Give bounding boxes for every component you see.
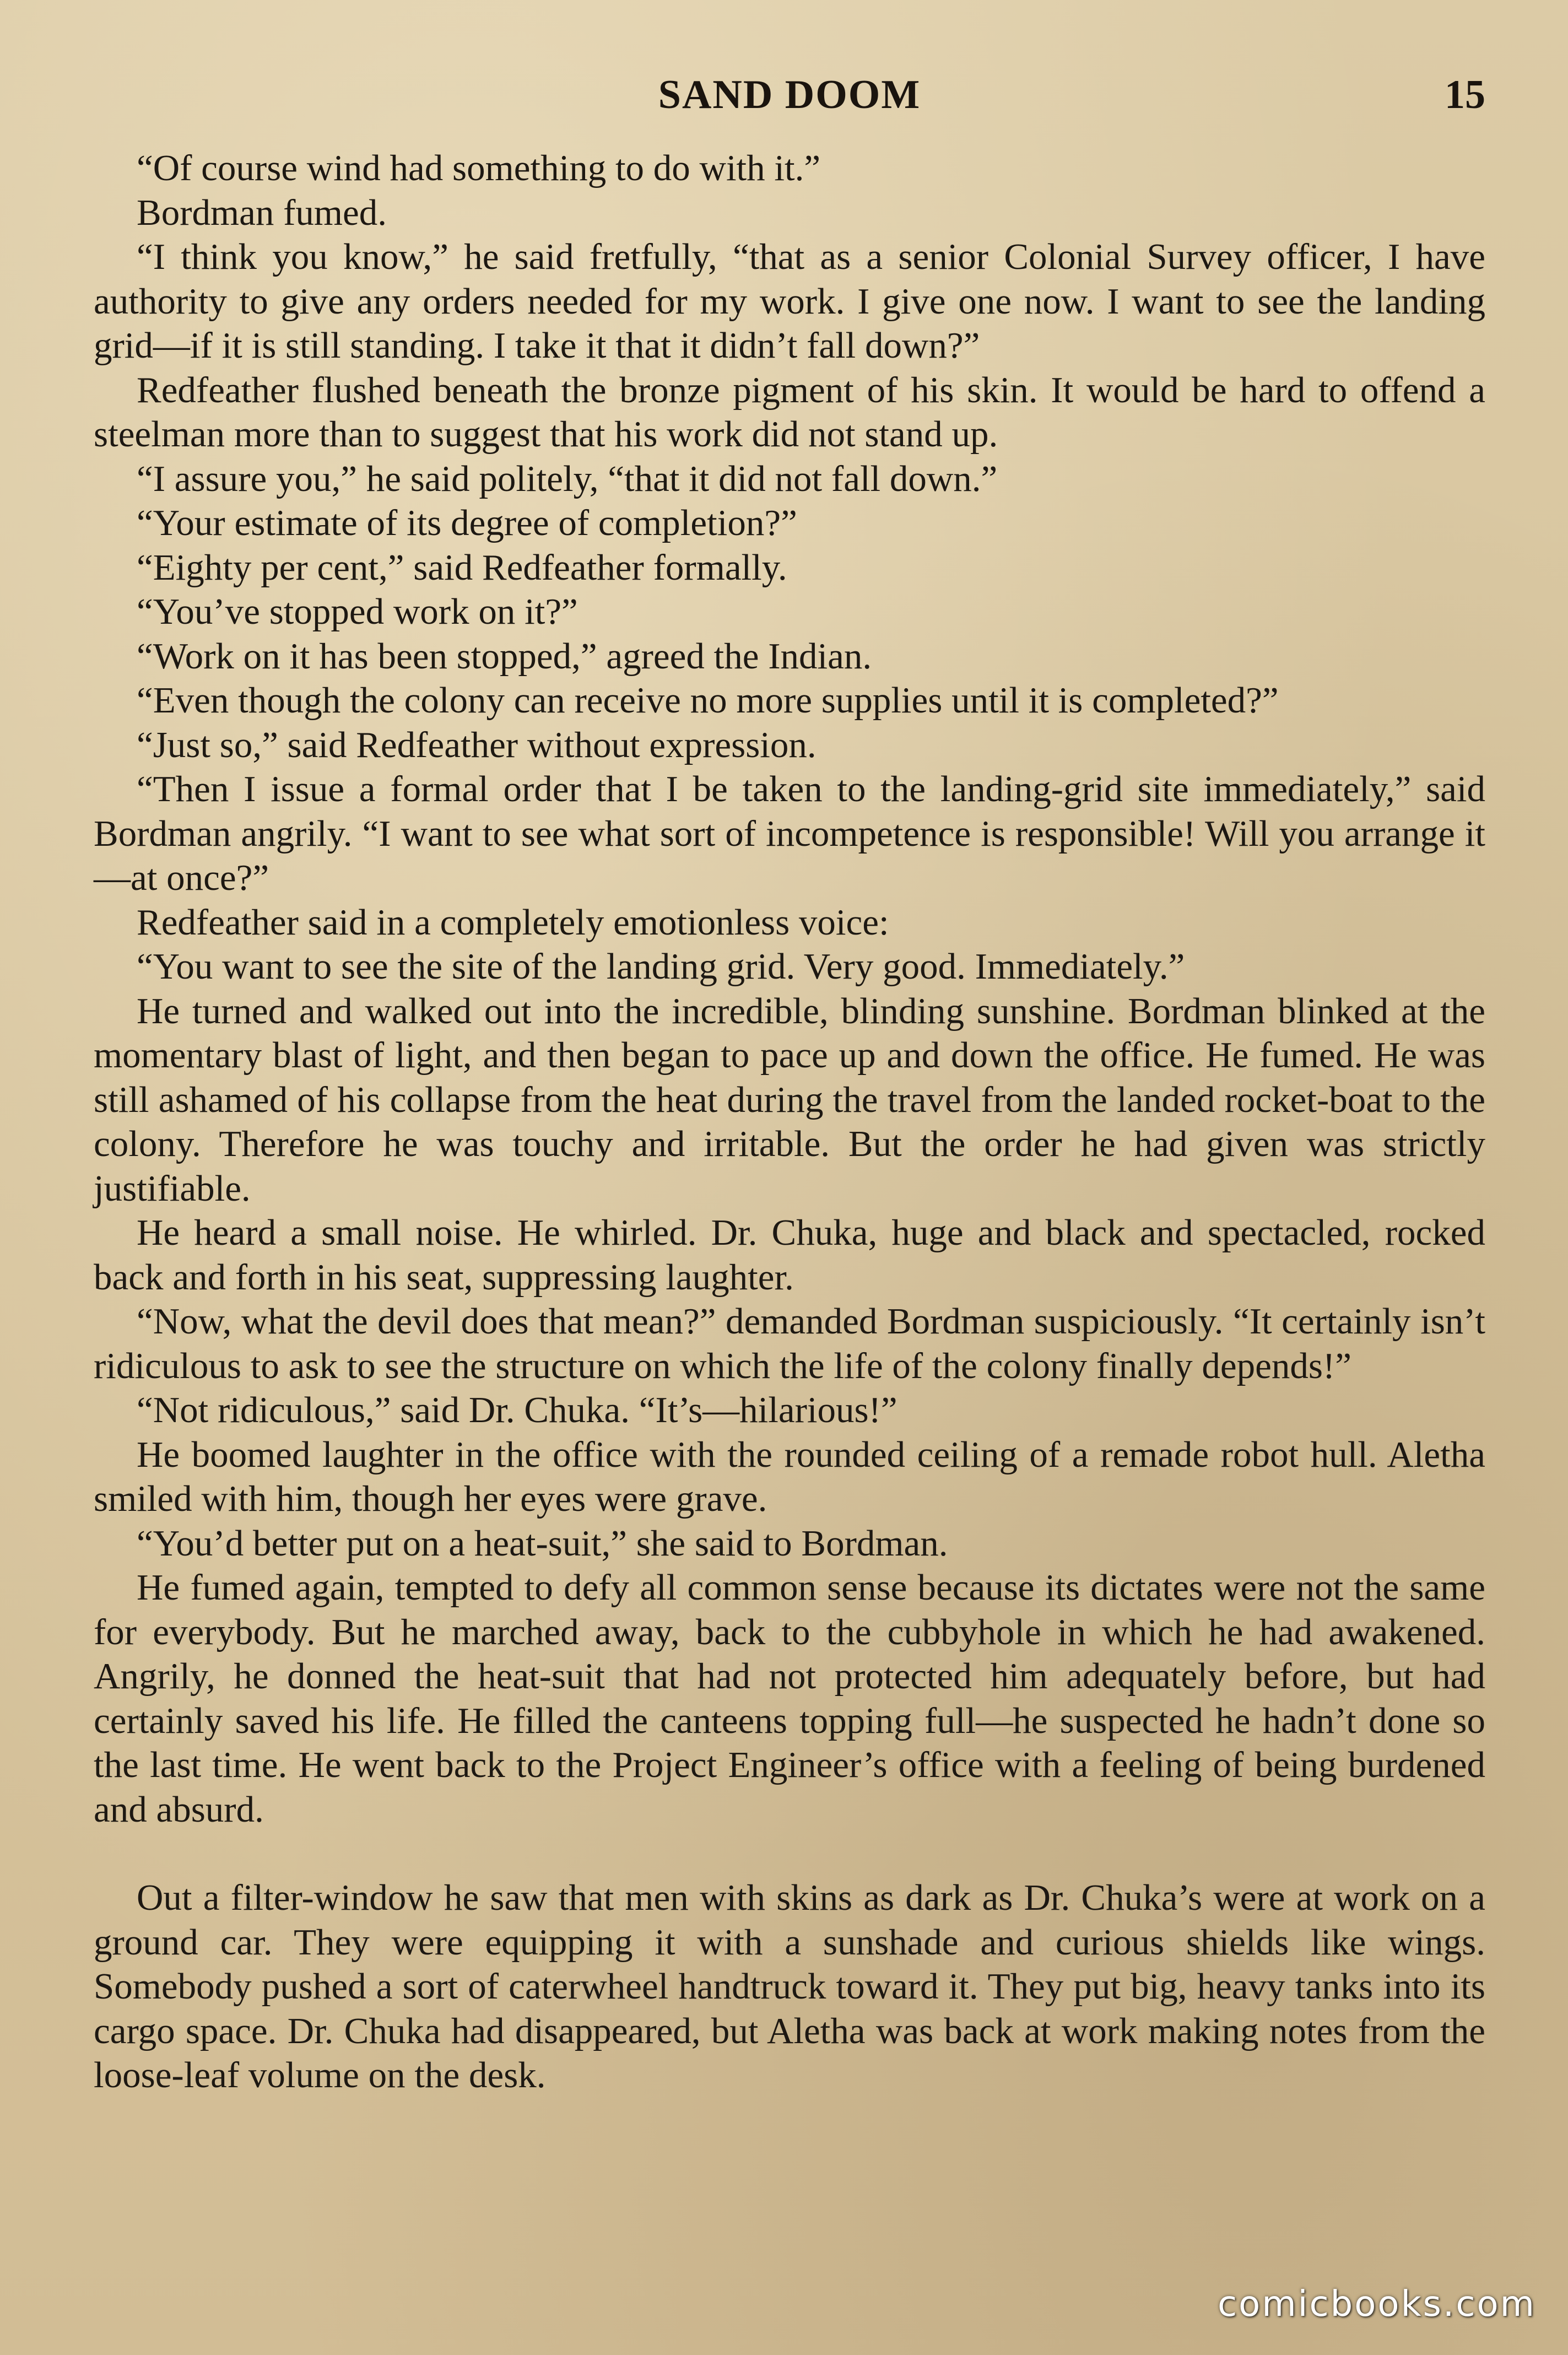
paragraph: “Now, what the devil does that mean?” demanded Bordman suspiciously. “It certainly isn’t ridiculous to ask to see the structure on which the life of the colony finally depends!”: [94, 1301, 1485, 1386]
paragraph: He fumed again, tempted to defy all common sense because its dictates were not the same for everybody. But he marched away, back to the cubbyhole in which he had awakened. Angrily, he donned the heat-suit that had not protected him adequately before, but had certainly saved his life. He filled the canteens topping full—he suspected he hadn’t done so the last time. He went back to the Project Engineer’s office with a feeling of being burdened and absurd.: [94, 1567, 1485, 1830]
paragraph: “I assure you,” he said politely, “that it did not fall down.”: [137, 458, 998, 499]
page-number: 15: [1445, 72, 1485, 117]
paragraph: He boomed laughter in the office with the rounded ceiling of a remade robot hull. Aletha smiled with him, though her eyes were grave.: [94, 1434, 1485, 1519]
running-head: [94, 72, 1485, 132]
paragraph: “Then I issue a formal order that I be taken to the landing-grid site immediately,” said Bordman angrily. “I want to see what sort of incompetence is responsible! Will you arrange it—at once?”: [94, 769, 1485, 898]
paragraph: He heard a small noise. He whirled. Dr. Chuka, huge and black and spectacled, rocked back and forth in his seat, suppressing laughter.: [94, 1212, 1485, 1298]
paragraph: “Of course wind had something to do with it.”: [137, 148, 821, 188]
paragraph: Out a filter-window he saw that men with skins as dark as Dr. Chuka’s were at work on a ground car. They were equipping it with a sunshade and curious shields like wings. Somebody pushed a sort of caterwheel handtruck toward it. They put big, heavy tanks into its cargo space. Dr. Chuka had disappeared, but Aletha was back at work making notes from the loose-leaf volume on the desk.: [94, 1877, 1485, 2095]
paragraph: “Work on it has been stopped,” agreed the Indian.: [137, 635, 872, 677]
paragraph: “I think you know,” he said fretfully, “that as a senior Colonial Survey officer, I have authority to give any orders needed for my work. I give one now. I want to see the landing grid—if it is still standing. I take it that it didn’t fall down?”: [94, 236, 1485, 366]
paragraph: He turned and walked out into the incredible, blinding sunshine. Bordman blinked at the momentary blast of light, and then began to pace up and down the office. He fumed. He was still ashamed of his collapse from the heat during the travel from the landed rocket-boat to the colony. Therefore he was touchy and irritable. But the order he had given was strictly justifiable.: [94, 990, 1485, 1209]
paragraph: “You’ve stopped work on it?”: [137, 591, 578, 632]
paragraph: Bordman fumed.: [137, 192, 387, 233]
paragraph: “Just so,” said Redfeather without expression.: [137, 724, 817, 765]
paragraph: Redfeather flushed beneath the bronze pigment of his skin. It would be hard to offend a steelman more than to suggest that his work did not stand up.: [94, 369, 1485, 455]
paragraph: Redfeather said in a completely emotionless voice:: [137, 901, 889, 943]
watermark: comicbooks.com: [1217, 2284, 1536, 2325]
paragraph: “You’d better put on a heat-suit,” she said to Bordman.: [137, 1522, 948, 1564]
paragraph: “Even though the colony can receive no more supplies until it is completed?”: [137, 680, 1279, 721]
body-text: [94, 146, 1485, 2098]
paragraph: “Not ridiculous,” said Dr. Chuka. “It’s—hilarious!”: [137, 1390, 897, 1430]
paragraph: “You want to see the site of the landing grid. Very good. Immediately.”: [137, 946, 1185, 987]
paragraph: “Your estimate of its degree of completion?”: [137, 503, 797, 543]
chapter-title: SAND DOOM: [658, 72, 921, 117]
paragraph: “Eighty per cent,” said Redfeather formally.: [137, 547, 787, 588]
